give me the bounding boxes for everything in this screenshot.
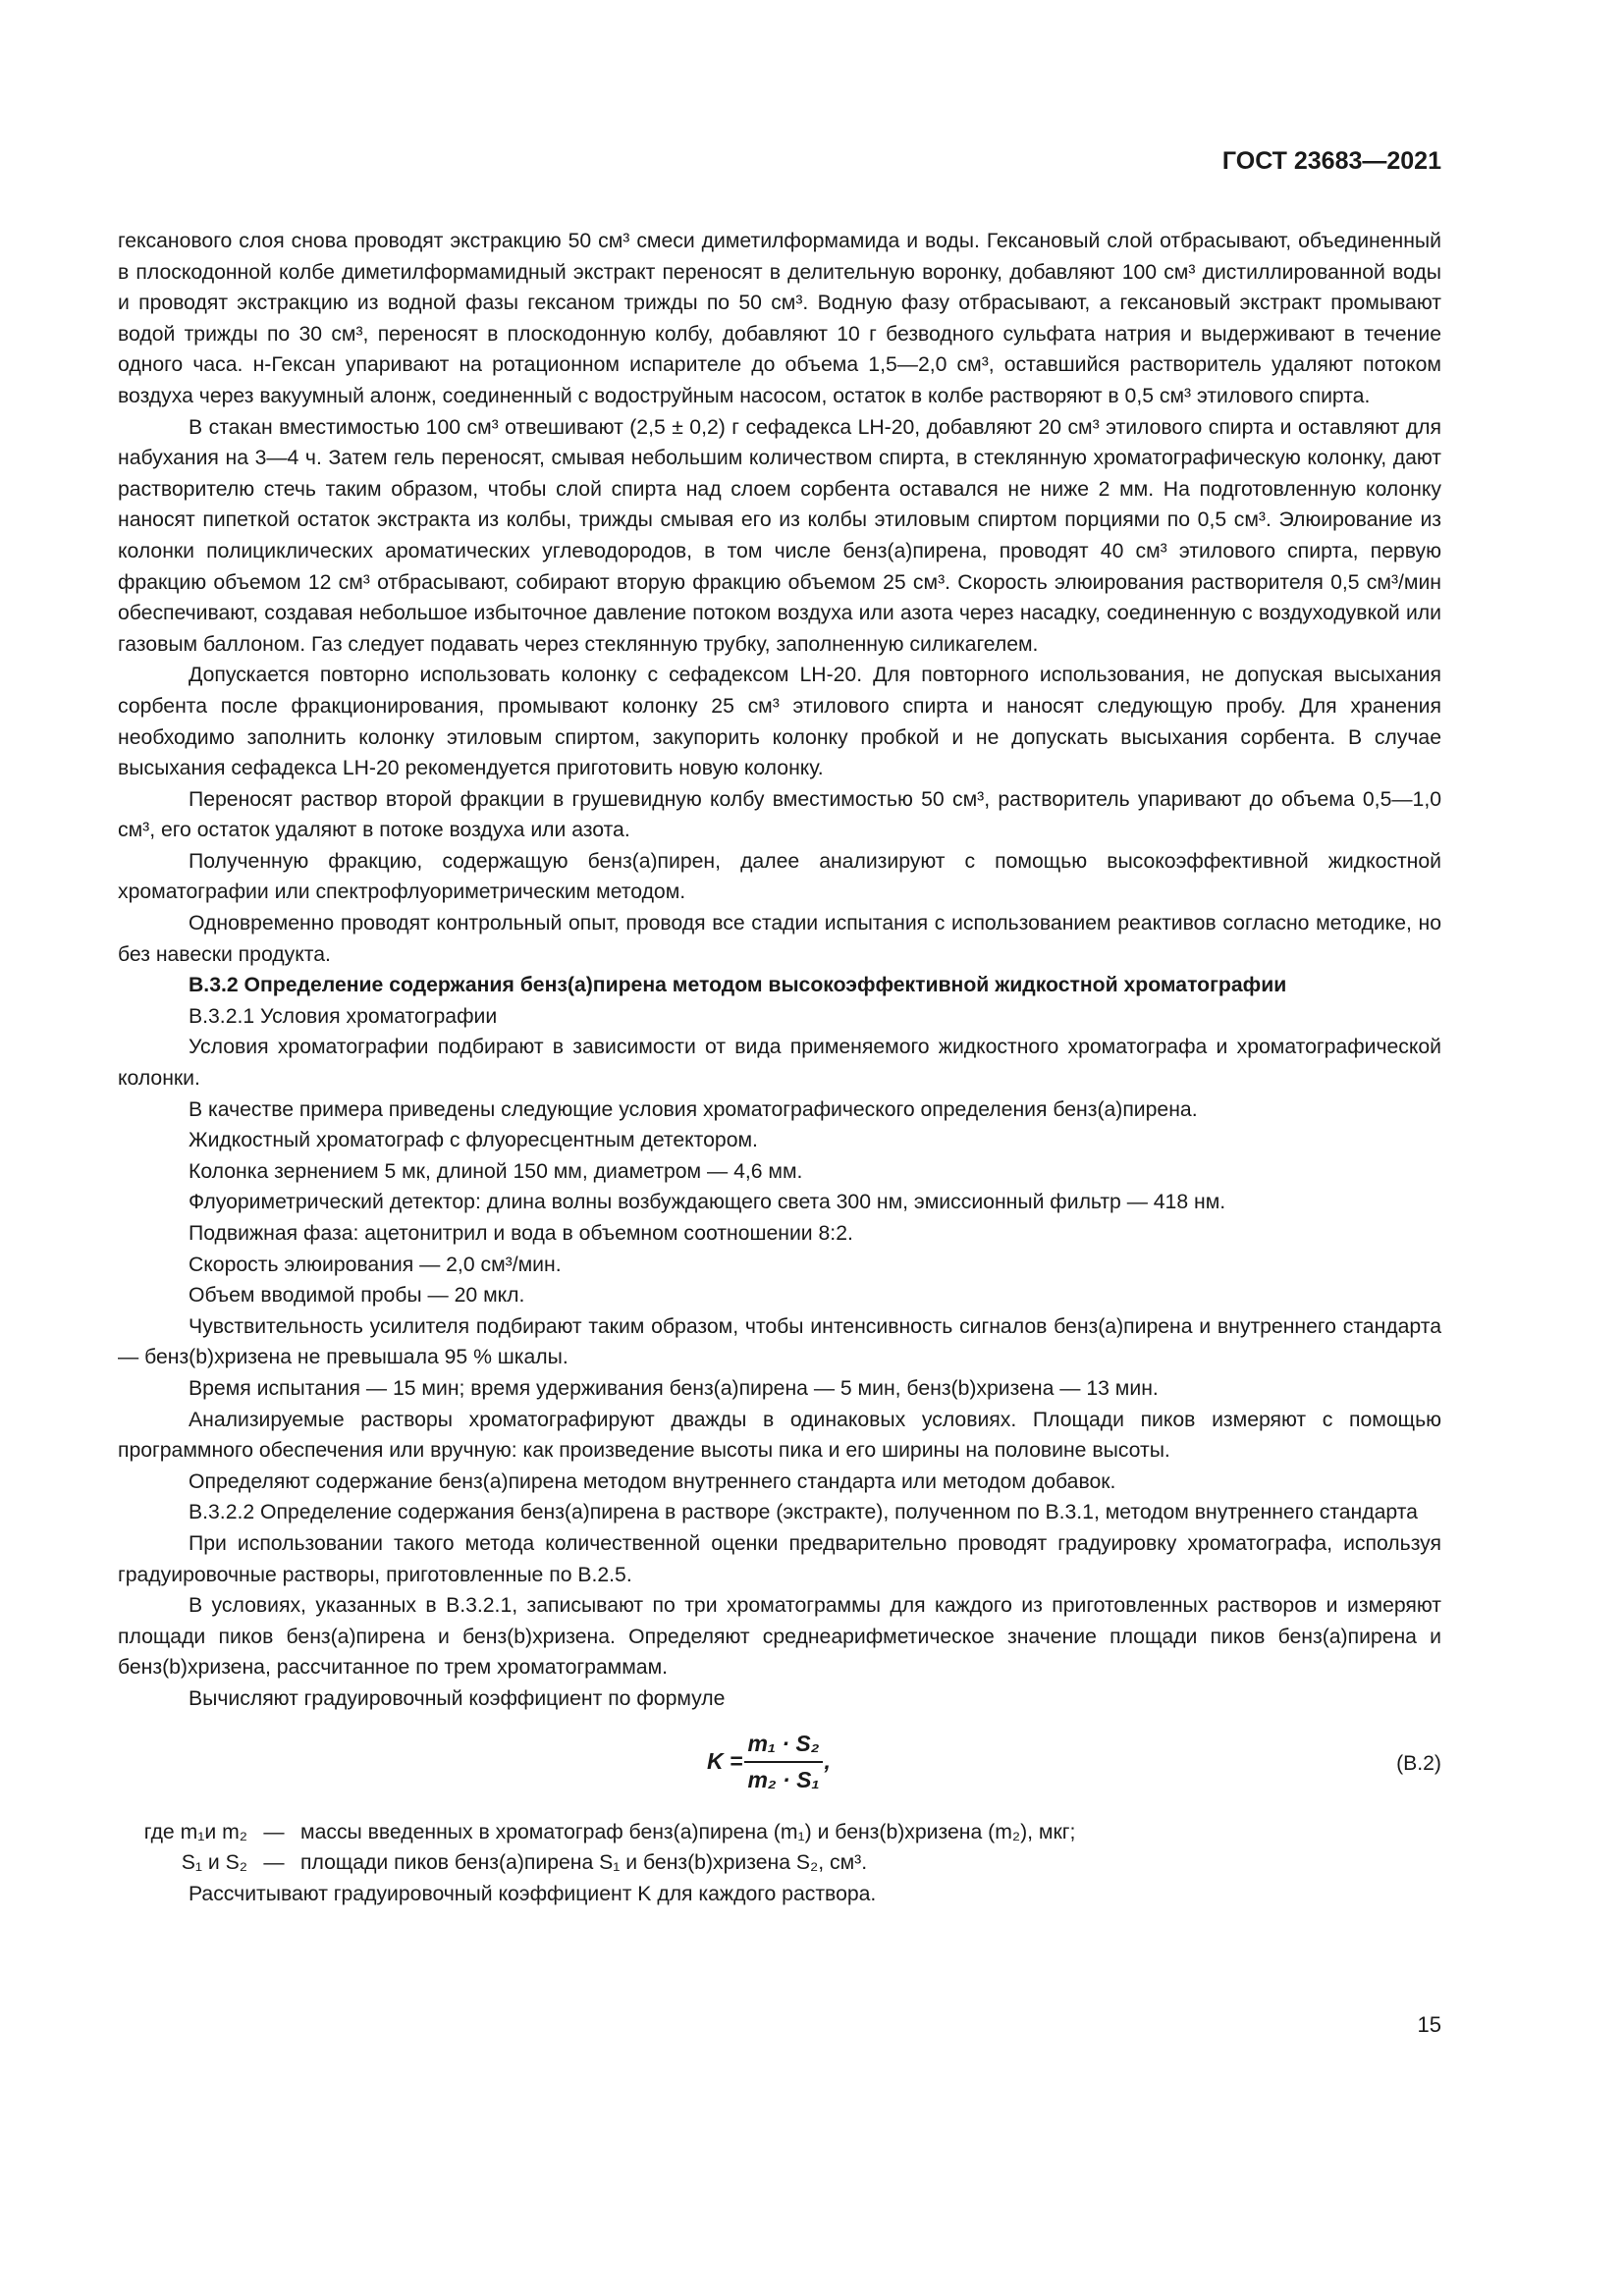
formula-numerator: m₁ · S₂ [744, 1729, 822, 1764]
where-line [118, 1847, 1441, 1879]
section-heading: В.3.2 Определение содержания бенз(а)пирена методом высокоэффективной жидкостной хроматографии [189, 974, 1287, 997]
paragraph: Колонка зернением 5 мк, длиной 150 мм, диаметром — 4,6 мм. [189, 1159, 803, 1183]
formula-denominator: m₂ · S₁ [747, 1767, 820, 1793]
formula-block [118, 1723, 1441, 1811]
where-definition: площади пиков бенз(а)пирена S₁ и бенз(b)хризена S₂, см³. [300, 1851, 868, 1875]
paragraph: Жидкостный хроматограф с флуоресцентным детектором. [189, 1129, 758, 1152]
subsection-heading: В.3.2.1 Условия хроматографии [189, 1004, 498, 1028]
paragraph: Рассчитывают градуировочный коэффициент K для каждого раствора. [189, 1882, 877, 1905]
where-definition: массы введенных в хроматограф бенз(а)пирена (m₁) и бенз(b)хризена (m₂), мкг; [300, 1820, 1076, 1843]
formula [707, 1729, 831, 1796]
page-number: 15 [1417, 2012, 1441, 2037]
paragraph: Анализируемые растворы хроматографируют дважды в одинаковых условиях. Площади пиков измеряют с помощью программного обеспечения или вручную: как произведение высоты пика и его ширины на половине высоты. [118, 1408, 1441, 1463]
paragraph: Флуориметрический детектор: длина волны возбуждающего света 300 нм, эмиссионный фильтр — 418 нм. [189, 1191, 1226, 1214]
where-symbol: S₁ и S₂ [181, 1851, 247, 1875]
paragraph: Переносят раствор второй фракции в грушевидную колбу вместимостью 50 см³, растворитель упаривают до объема 0,5—1,0 см³, его остаток удаляют в потоке воздуха или азота. [118, 787, 1441, 842]
paragraph: Время испытания — 15 мин; время удерживания бенз(а)пирена — 5 мин, бенз(b)хризена — 13 мин. [189, 1376, 1159, 1400]
paragraph: При использовании такого метода количественной оценки предварительно проводят градуировку хроматографа, используя градуировочные растворы, приготовленные по В.2.5. [118, 1531, 1441, 1586]
paragraph: Условия хроматографии подбирают в зависимости от вида применяемого жидкостного хроматографа и хроматографической колонки. [118, 1036, 1441, 1091]
document-header-code: ГОСТ 23683—2021 [1221, 147, 1441, 175]
formula-trail: , [824, 1748, 831, 1775]
subsection-heading: В.3.2.2 Определение содержания бенз(а)пирена в растворе (экстракте), полученном по В.3.1, методом внутреннего стандарта [189, 1501, 1418, 1524]
formula-fraction [744, 1729, 822, 1796]
paragraph: Подвижная фаза: ацетонитрил и вода в объемном соотношении 8:2. [189, 1222, 853, 1245]
paragraph: Чувствительность усилителя подбирают таким образом, чтобы интенсивность сигналов бенз(а)пирена и внутреннего стандарта — бенз(b)хризена не превышала 95 % шкалы. [118, 1314, 1441, 1369]
paragraph: Скорость элюирования — 2,0 см³/мин. [189, 1253, 562, 1276]
paragraph: Допускается повторно использовать колонку с сефадексом LH-20. Для повторного использования, не допуская высыхания сорбента после фракционирования, промывают колонку 25 см³ этилового спирта и наносят следующую пробу. Для хранения необходимо заполнить колонку этиловым спиртом, закупорить колонку пробкой и не допускать высыхания сорбента. В случае высыхания сефадекса LH-20 рекомендуется приготовить новую колонку. [118, 664, 1441, 780]
paragraph: В качестве примера приведены следующие условия хроматографического определения бенз(а)пирена. [189, 1097, 1198, 1121]
paragraph: гексанового слоя снова проводят экстракцию 50 см³ смеси диметилформамида и воды. Гексановый слой отбрасывают, объединенный в плоскодонной колбе диметилформамидный экстракт переносят в делительную воронку, добавляют 100 см³ дистиллированной воды и проводят экстракцию из водной фазы гексаном трижды по 50 см³. Водную фазу отбрасывают, а гексановый экстракт промывают водой трижды по 30 см³, переносят в плоскодонную колбу, добавляют 10 г безводного сульфата натрия и выдерживают в течение одного часа. н-Гексан упаривают на ротационном испарителе до объема 1,5—2,0 см³, оставшийся растворитель удаляют потоком воздуха через вакуумный алонж, соединенный с водоструйным насосом, остаток в колбе растворяют в 0,5 см³ этилового спирта. [118, 230, 1441, 407]
where-symbol: где m₁и m₂ [143, 1820, 247, 1843]
where-dash: — [263, 1820, 285, 1843]
where-line [118, 1817, 1441, 1848]
document-body [118, 226, 1441, 1909]
where-dash: — [263, 1851, 285, 1875]
paragraph: В условиях, указанных в В.3.2.1, записывают по три хроматограммы для каждого из приготовленных растворов и измеряют площади пиков бенз(а)пирена и бенз(b)хризена. Определяют среднеарифметическое значение площади пиков бенз(а)пирена и бенз(b)хризена, рассчитанное по трем хроматограммам. [118, 1594, 1441, 1680]
paragraph: Объем вводимой пробы — 20 мкл. [189, 1284, 525, 1308]
equation-number: (В.2) [1396, 1751, 1441, 1775]
paragraph: В стакан вместимостью 100 см³ отвешивают (2,5 ± 0,2) г сефадекса LH-20, добавляют 20 см³ этилового спирта и оставляют для набухания на 3—4 ч. Затем гель переносят, смывая небольшим количеством спирта, в стеклянную хроматографическую колонку, дают растворителю стечь таким образом, чтобы слой спирта над слоем сорбента оставался не ниже 2 мм. На подготовленную колонку наносят пипеткой остаток экстракта из колбы, трижды смывая его из колбы этиловым спиртом порциями по 0,5 см³. Элюирование из колонки полициклических ароматических углеводородов, в том числе бенз(а)пирена, проводят 40 см³ этилового спирта, первую фракцию объемом 12 см³ отбрасывают, собирают вторую фракцию объемом 25 см³. Скорость элюирования растворителя 0,5 см³/мин обеспечивают, создавая небольшое избыточное давление потоком воздуха или азота через насадку, соединенную с воздуходувкой или газовым баллоном. Газ следует подавать через стеклянную трубку, заполненную силикагелем. [118, 415, 1441, 656]
paragraph: Вычисляют градуировочный коэффициент по формуле [189, 1686, 726, 1710]
formula-lhs: K = [707, 1748, 743, 1775]
paragraph: Одновременно проводят контрольный опыт, проводя все стадии испытания с использованием реактивов согласно методике, но без навески продукта. [118, 912, 1441, 966]
paragraph: Полученную фракцию, содержащую бенз(а)пирен, далее анализируют с помощью высокоэффективной жидкостной хроматографии или спектрофлуориметрическим методом. [118, 849, 1441, 904]
paragraph: Определяют содержание бенз(а)пирена методом внутреннего стандарта или методом добавок. [189, 1469, 1116, 1493]
